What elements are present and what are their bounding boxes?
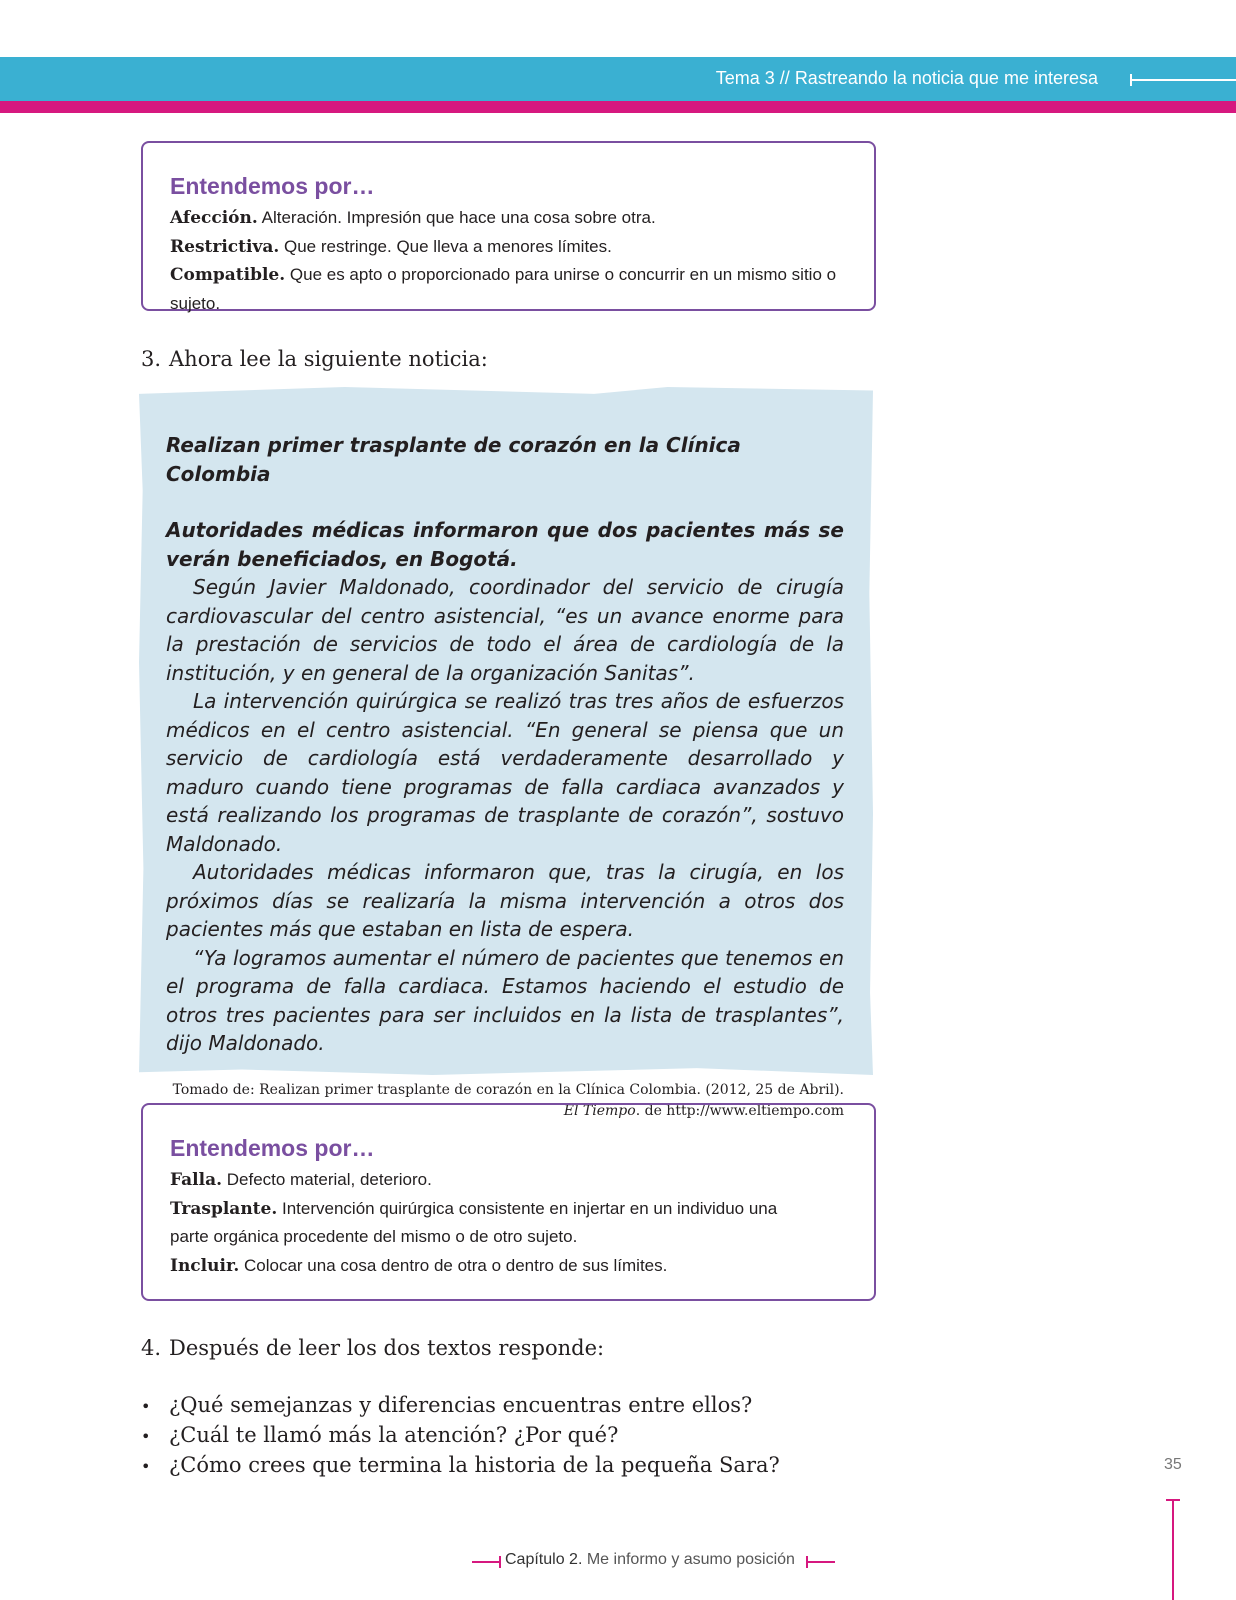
footer-title: Me informo y asumo posición bbox=[586, 1551, 795, 1568]
definition-text: Que es apto o proporcionado para unirse o concurrir en un mismo sitio o sujeto. bbox=[170, 265, 837, 313]
definition-text: Que restringe. Que lleva a menores límites. bbox=[284, 236, 612, 256]
bullet-icon: • bbox=[141, 1457, 151, 1476]
news-paragraph: Autoridades médicas informaron que, tras la cirugía, en los próximos días se realizaría la misma intervención a otros dos pacientes más que estaban en lista de espera. bbox=[166, 860, 844, 941]
list-item bbox=[141, 1451, 780, 1481]
header-accent-stripe bbox=[0, 101, 1236, 113]
question-4 bbox=[141, 1336, 604, 1360]
list-item-text: ¿Cómo crees que termina la historia de la pequeña Sara? bbox=[169, 1453, 780, 1477]
question-list bbox=[141, 1391, 780, 1481]
news-article bbox=[166, 431, 844, 1122]
page-number: 35 bbox=[1164, 1456, 1182, 1473]
question-text: Después de leer los dos textos responde: bbox=[169, 1336, 605, 1360]
footer-rule-right bbox=[807, 1561, 835, 1563]
definition-item bbox=[170, 1166, 848, 1195]
definition-term: Incluir. bbox=[170, 1255, 240, 1276]
definition-term: Compatible. bbox=[170, 265, 286, 285]
footer-rule-left bbox=[472, 1561, 500, 1563]
question-text: Ahora lee la siguiente noticia: bbox=[169, 347, 488, 371]
definition-text: Colocar una cosa dentro de otra o dentro de sus límites. bbox=[244, 1255, 668, 1275]
definition-term: Restrictiva. bbox=[170, 236, 280, 257]
question-number: 3. bbox=[141, 347, 162, 371]
definition-item bbox=[170, 1252, 848, 1281]
footer-chapter: Capítulo 2. bbox=[505, 1551, 583, 1568]
header-title: Tema 3 // Rastreando la noticia que me interesa bbox=[715, 68, 1098, 88]
bullet-icon: • bbox=[141, 1427, 151, 1446]
definition-term: Trasplante. bbox=[170, 1198, 278, 1219]
definition-text: Alteración. Impresión que hace una cosa sobre otra. bbox=[261, 208, 656, 227]
news-source-publication: El Tiempo bbox=[563, 1102, 636, 1119]
question-number: 4. bbox=[141, 1336, 162, 1360]
definitions-title: Entendemos por… bbox=[170, 1135, 375, 1161]
header-rule bbox=[1130, 79, 1236, 81]
news-source-url: . de http://www.eltiempo.com bbox=[635, 1102, 844, 1119]
list-item-text: ¿Qué semejanzas y diferencias encuentras entre ellos? bbox=[169, 1393, 753, 1417]
definition-term: Falla. bbox=[170, 1170, 223, 1190]
definition-term: Afección. bbox=[170, 208, 258, 228]
definition-text: Intervención quirúrgica consistente en injertar en un individuo una parte orgánica procedente del mismo o de otro sujeto. bbox=[170, 1198, 778, 1246]
definitions-box bbox=[141, 141, 876, 311]
definition-item bbox=[170, 204, 848, 233]
news-source-citation: Tomado de: Realizan primer trasplante de corazón en la Clínica Colombia. (2012, 25 de Abril). bbox=[172, 1081, 844, 1098]
news-paragraph: Según Javier Maldonado, coordinador del servicio de cirugía cardiovascular del centro asistencial, “es un avance enorme para la prestación de servicios de todo el área de cardiología de la institución, y en general de la organización Sanitas”. bbox=[166, 575, 844, 685]
news-subtitle: Autoridades médicas informaron que dos pacientes más se verán beneficiados, en Bogotá. bbox=[166, 518, 844, 571]
list-item-text: ¿Cuál te llamó más la atención? ¿Por qué? bbox=[169, 1423, 619, 1447]
definition-item bbox=[170, 261, 848, 318]
list-item bbox=[141, 1421, 780, 1451]
question-3 bbox=[141, 347, 488, 371]
definitions-box bbox=[141, 1103, 876, 1301]
news-paragraph: La intervención quirúrgica se realizó tras tres años de esfuerzos médicos en el centro asistencial. “En general se piensa que un servicio de cardiología está verdaderamente desarrollado y maduro cuando tiene programas de falla cardiaca avanzados y está realizando los programas de trasplante de corazón”, sostuvo Maldonado. bbox=[166, 689, 844, 856]
bullet-icon: • bbox=[141, 1397, 151, 1416]
definition-item bbox=[170, 233, 848, 262]
footer-rule-tick-left bbox=[499, 1556, 501, 1568]
definition-item bbox=[170, 1195, 848, 1252]
news-paragraph: “Ya logramos aumentar el número de pacientes que tenemos en el programa de falla cardiaca. Estamos haciendo el estudio de otros tres pacientes para ser incluidos en la lista de trasplantes”, dijo Maldonado. bbox=[166, 945, 844, 1055]
list-item bbox=[141, 1391, 780, 1421]
news-title: Realizan primer trasplante de corazón en la Clínica Colombia bbox=[166, 433, 741, 486]
definitions-title: Entendemos por… bbox=[170, 173, 375, 199]
side-rule bbox=[1172, 1500, 1174, 1600]
footer bbox=[505, 1551, 795, 1569]
definition-text: Defecto material, deterioro. bbox=[226, 1170, 432, 1189]
